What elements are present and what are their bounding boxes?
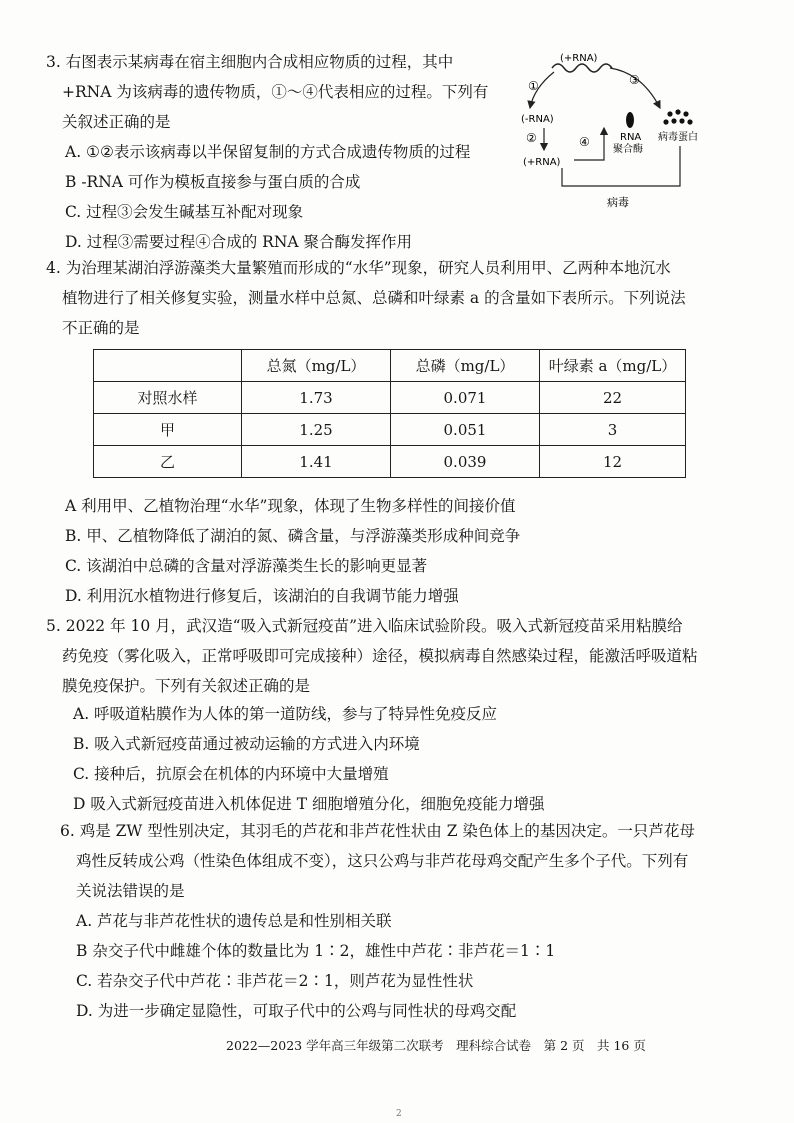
- label-process-4: ④: [579, 135, 590, 149]
- neg-rna-label: (-RNA): [521, 114, 554, 125]
- q3-stem-line-3: 关叙述正确的是: [62, 113, 171, 131]
- nutrient-data-table: [93, 349, 686, 478]
- table-row: [94, 446, 686, 478]
- q3-option-a: A. ①②表示该病毒以半保留复制的方式合成遗传物质的过程: [65, 143, 471, 161]
- table-header-cell: 总氮（mg/L）: [242, 350, 391, 382]
- table-cell: 12: [540, 446, 686, 478]
- viral-protein-dots: [663, 109, 692, 124]
- q4-stem-line-2: 植物进行了相关修复实验，测量水样中总氮、总磷和叶绿素 a 的含量如下表所示。下列说法: [62, 289, 686, 307]
- q6-option-d: D. 为进一步确定显隐性，可取子代中的公鸡与同性状的母鸡交配: [76, 1002, 517, 1020]
- label-process-2: ②: [526, 131, 537, 145]
- table-cell: 0.071: [391, 382, 540, 414]
- table-cell: 0.051: [391, 414, 540, 446]
- rna-polymerase-shape: [626, 112, 634, 128]
- q3-option-d: D. 过程③需要过程④合成的 RNA 聚合酶发挥作用: [65, 233, 413, 251]
- virus-label: 病毒: [607, 196, 629, 209]
- q4-option-c: C. 该湖泊中总磷的含量对浮游藻类生长的影响更显著: [65, 557, 428, 575]
- q6-stem-line-2: 鸡性反转成公鸡（性染色体组成不变），这只公鸡与非芦花母鸡交配产生多个子代。下列有: [76, 852, 689, 870]
- table-header-cell: [94, 350, 242, 382]
- table-cell: 0.039: [391, 446, 540, 478]
- page-number: 2: [396, 1109, 402, 1119]
- table-cell: 1.73: [242, 382, 391, 414]
- table-cell: 1.25: [242, 414, 391, 446]
- enzyme-label-1: RNA: [620, 132, 642, 143]
- table-header-cell: 总磷（mg/L）: [391, 350, 540, 382]
- q3-option-c: C. 过程③会发生碱基互补配对现象: [65, 203, 304, 221]
- viral-protein-label: 病毒蛋白: [658, 132, 698, 143]
- q3-stem-line-2: +RNA 为该病毒的遗传物质，①～④代表相应的过程。下列有: [62, 83, 489, 101]
- q5-option-a: A. 呼吸道粘膜作为人体的第一道防线，参与了特异性免疫反应: [73, 705, 498, 723]
- table-row: [94, 414, 686, 446]
- q4-stem-line-3: 不正确的是: [62, 319, 140, 337]
- table-cell: 22: [540, 382, 686, 414]
- q5-stem-line-3: 膜免疫保护。下列有关叙述正确的是: [62, 677, 311, 695]
- table-header-cell: 叶绿素 a（mg/L）: [540, 350, 686, 382]
- q3-stem-line-1: 3. 右图表示某病毒在宿主细胞内合成相应物质的过程，其中: [46, 53, 454, 71]
- table-cell: 对照水样: [94, 382, 242, 414]
- table-cell: 甲: [94, 414, 242, 446]
- q3-option-b: B -RNA 可作为模板直接参与蛋白质的合成: [65, 173, 361, 191]
- q5-stem-line-2: 药免疫（雾化吸入，正常呼吸即可完成接种）途径，模拟病毒自然感染过程，能激活呼吸道粘: [62, 647, 698, 665]
- label-process-1: ①: [528, 79, 539, 93]
- q5-stem-line-1: 5. 2022 年 10 月，武汉造“吸入式新冠疫苗”进入临床试验阶段。吸入式新冠疫苗采用粘膜给: [46, 617, 683, 635]
- table-cell: 乙: [94, 446, 242, 478]
- top-rna-strand: [552, 64, 612, 72]
- q4-option-d: D. 利用沉水植物进行修复后，该湖泊的自我调节能力增强: [65, 587, 459, 605]
- q4-stem-line-1: 4. 为治理某湖泊浮游藻类大量繁殖而形成的“水华”现象，研究人员利用甲、乙两种本地沉水: [46, 259, 671, 277]
- q6-stem-line-1: 6. 鸡是 ZW 型性别决定，其羽毛的芦花和非芦花性状由 Z 染色体上的基因决定。一只芦花母: [60, 822, 695, 840]
- table-cell: 1.41: [242, 446, 391, 478]
- q5-option-d: D 吸入式新冠疫苗进入机体促进 T 细胞增殖分化，细胞免疫能力增强: [73, 795, 545, 813]
- pos-rna-label: (+RNA): [523, 157, 561, 168]
- enzyme-label-2: 聚合酶: [613, 144, 643, 155]
- q4-option-a: A 利用甲、乙植物治理“水华”现象，体现了生物多样性的间接价值: [65, 497, 516, 515]
- q4-option-b: B. 甲、乙植物降低了湖泊的氮、磷含量，与浮游藻类形成种间竞争: [65, 527, 521, 545]
- q6-stem-line-3: 关说法错误的是: [76, 882, 185, 900]
- q5-option-b: B. 吸入式新冠疫苗通过被动运输的方式进入内环境: [73, 735, 420, 753]
- q6-option-c: C. 若杂交子代中芦花∶非芦花＝2∶1，则芦花为显性性状: [76, 972, 474, 990]
- table-row: [94, 382, 686, 414]
- q6-option-b: B 杂交子代中雌雄个体的数量比为 1∶2，雄性中芦花∶非芦花＝1∶1: [76, 942, 556, 960]
- label-process-3: ③: [629, 73, 640, 87]
- q6-option-a: A. 芦花与非芦花性状的遗传总是和性别相关联: [76, 912, 392, 930]
- virus-replication-diagram: [512, 48, 722, 212]
- top-pos-rna-label: (+RNA): [560, 53, 598, 64]
- table-cell: 3: [540, 414, 686, 446]
- q5-option-c: C. 接种后，抗原会在机体的内环境中大量增殖: [73, 765, 389, 783]
- page-footer: 2022—2023 学年高三年级第二次联考 理科综合试卷 第 2 页 共 16 页: [226, 1038, 646, 1053]
- table-header-row: [94, 350, 686, 382]
